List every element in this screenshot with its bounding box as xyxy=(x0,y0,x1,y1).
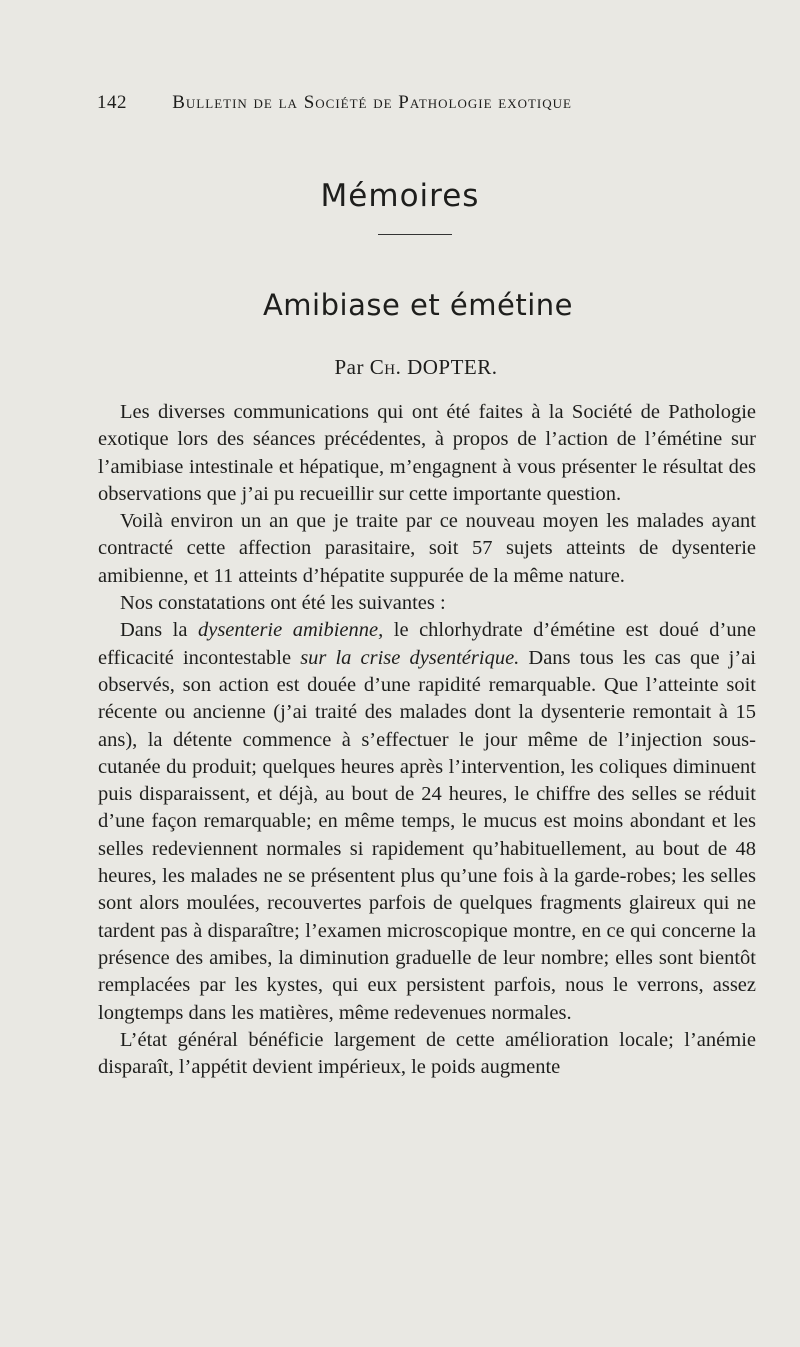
article-title: Amibiase et émétine xyxy=(262,288,574,322)
paragraph: L’état général bénéficie largement de cette amélioration locale; l’anémie disparaît, l’appétit devient impérieux, le poids augmente xyxy=(98,1028,756,1079)
running-header xyxy=(97,92,697,114)
page-number: 142 xyxy=(97,92,127,113)
paragraph: Voilà environ un an que je traite par ce nouveau moyen les malades ayant contracté cette affection parasitaire, soit 57 sujets atteints de dysenterie amibienne, et 11 atteints d’hépatite suppurée de la même nature. xyxy=(98,510,756,587)
journal-title: Bulletin de la Société de Pathologie exotique xyxy=(172,92,572,113)
paragraph-text: Dans tous les cas que j’ai observés, son action est douée d’une rapidité remarquable. Que l’atteinte soit récente ou ancienne (j’ai traité des malades dont la dysenterie remontait à 15 ans), la détente commence à s’effectuer le jour même de l’injection sous-cutanée du produit; quelques heures après l’intervention, les coliques diminuent puis disparaissent, et déjà, au bout de 24 heures, le chiffre des selles se réduit d’une façon remarquable; en même temps, le mucus est moins abondant et les selles redeviennent normales si rapidement qu’habituellement, au bout de 48 heures, les malades ne se présentent plus qu’une fois à la garde-robes; les selles sont alors moulées, recouvertes parfois de quelques fragments glaireux qui ne tardent pas à disparaître; l’examen microscopique montre, en ce qui concerne la présence des amibes, la diminution graduelle de leur nombre; elles sont bientôt remplacées par les kystes, qui eux persistent parfois, nous le verrons, assez longtemps dans les matières, même redevenues normales. xyxy=(98,646,756,1024)
paragraph: Les diverses communications qui ont été faites à la Société de Pathologie exotique lors des séances précédentes, à propos de l’action de l’émétine sur l’amibiase intestinale et hépatique, m’engagnent à vous présenter le résultat des observations que j’ai pu recueillir sur cette importante question. xyxy=(98,401,756,505)
paragraph-text: Dans la xyxy=(120,619,198,642)
byline-prefix: Par xyxy=(334,355,364,379)
emphasis-crise: sur la crise dysentérique. xyxy=(300,646,520,669)
divider-rule xyxy=(378,234,452,235)
article-body xyxy=(98,399,756,1081)
paragraph-text: le chlorhydrate d’émétine est doué d’une efficacité incontestable xyxy=(98,619,756,669)
author-name: Ch. DOPTER. xyxy=(369,355,498,379)
paragraph xyxy=(98,617,756,1026)
paragraph: Nos constatations ont été les suivantes : xyxy=(120,592,446,615)
section-title: Mémoires xyxy=(320,178,480,214)
emphasis-dysenterie: dysenterie amibienne, xyxy=(197,619,384,642)
byline xyxy=(0,355,800,380)
